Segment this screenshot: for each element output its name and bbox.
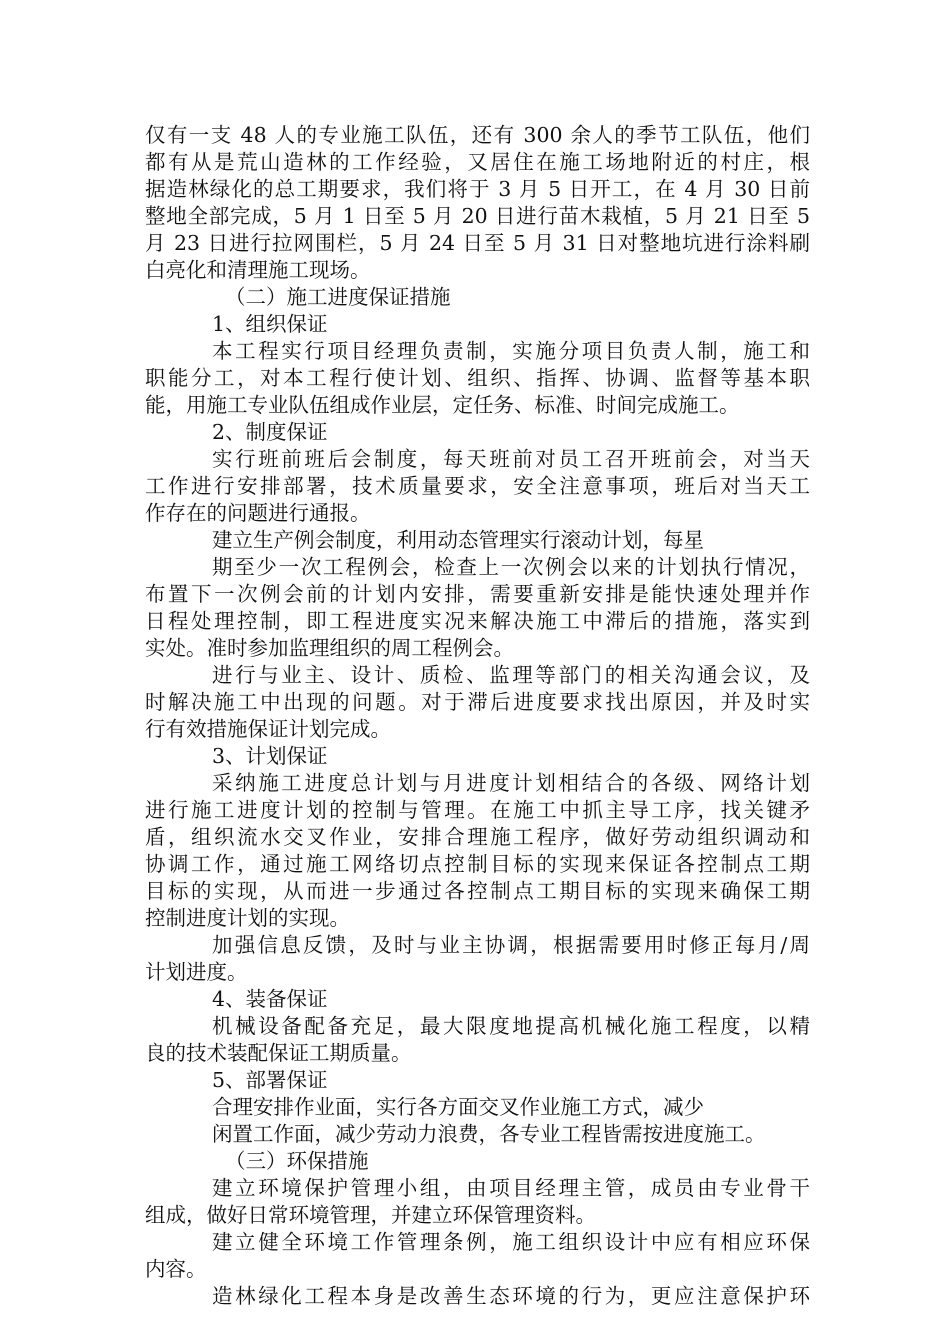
text-line: 整地全部完成，5 月 1 日至 5 月 20 日进行苗木栽植，5 月 21 日至 5 xyxy=(145,204,810,228)
text-line: 控制进度计划的实现。 xyxy=(145,906,350,930)
text-line: 行有效措施保证计划完成。 xyxy=(145,717,391,741)
text-line: 造林绿化工程本身是改善生态环境的行为，更应注意保护环 xyxy=(212,1284,810,1308)
text-line: 实行班前班后会制度，每天班前对员工召开班前会，对当天 xyxy=(212,447,810,471)
text-line: 良的技术装配保证工期质量。 xyxy=(145,1041,412,1065)
text-line: 2、制度保证 xyxy=(212,420,328,444)
text-line: 白亮化和清理施工现场。 xyxy=(145,258,371,282)
text-line: 期至少一次工程例会，检查上一次例会以来的计划执行情况， xyxy=(212,555,810,579)
text-line: 作存在的问题进行通报。 xyxy=(145,501,371,525)
text-line: 实处。准时参加监理组织的周工程例会。 xyxy=(145,636,514,660)
text-line: 建立健全环境工作管理条例，施工组织设计中应有相应环保 xyxy=(212,1230,810,1254)
text-line: 能，用施工专业队伍组成作业层，定任务、标准、时间完成施工。 xyxy=(145,393,740,417)
text-line: （三）环保措施 xyxy=(225,1149,369,1173)
text-line: 布置下一次例会前的计划内安排，需要重新安排是能快速处理并作 xyxy=(145,582,810,606)
text-line: 3、计划保证 xyxy=(212,744,328,768)
text-line: （二）施工进度保证措施 xyxy=(225,285,451,309)
text-line: 据造林绿化的总工期要求，我们将于 3 月 5 日开工，在 4 月 30 日前 xyxy=(145,177,810,201)
text-line: 盾，组织流水交叉作业，安排合理施工程序，做好劳动组织调动和 xyxy=(145,825,810,849)
text-line: 建立环境保护管理小组，由项目经理主管，成员由专业骨干 xyxy=(212,1176,810,1200)
text-line: 进行施工进度计划的控制与管理。在施工中抓主导工序，找关键矛 xyxy=(145,798,810,822)
text-line: 1、组织保证 xyxy=(212,312,328,336)
text-line: 内容。 xyxy=(145,1257,207,1281)
text-line: 月 23 日进行拉网围栏，5 月 24 日至 5 月 31 日对整地坑进行涂料刷 xyxy=(145,231,810,255)
text-line: 日程处理控制，即工程进度实况来解决施工中滞后的措施，落实到 xyxy=(145,609,810,633)
text-line: 4、装备保证 xyxy=(212,987,328,1011)
text-line: 组成，做好日常环境管理，并建立环保管理资料。 xyxy=(145,1203,596,1227)
document-body xyxy=(145,122,810,1310)
text-line: 5、部署保证 xyxy=(212,1068,328,1092)
text-line: 目标的实现，从而进一步通过各控制点工期目标的实现来确保工期 xyxy=(145,879,810,903)
text-line: 进行与业主、设计、质检、监理等部门的相关沟通会议，及 xyxy=(212,663,810,687)
text-line: 本工程实行项目经理负责制，实施分项目负责人制，施工和 xyxy=(212,339,810,363)
text-line: 机械设备配备充足，最大限度地提高机械化施工程度，以精 xyxy=(212,1014,810,1038)
text-line: 采纳施工进度总计划与月进度计划相结合的各级、网络计划 xyxy=(212,771,810,795)
text-line: 工作进行安排部署，技术质量要求，安全注意事项，班后对当天工 xyxy=(145,474,810,498)
text-line: 闲置工作面，减少劳动力浪费，各专业工程皆需按进度施工。 xyxy=(212,1122,766,1146)
text-line: 加强信息反馈，及时与业主协调，根据需要用时修正每月/周 xyxy=(212,933,810,957)
text-line: 仅有一支 48 人的专业施工队伍，还有 300 余人的季节工队伍，他们 xyxy=(145,123,810,147)
text-line: 合理安排作业面，实行各方面交叉作业施工方式，减少 xyxy=(212,1095,704,1119)
text-line: 时解决施工中出现的问题。对于滞后进度要求找出原因，并及时实 xyxy=(145,690,810,714)
text-line: 协调工作，通过施工网络切点控制目标的实现来保证各控制点工期 xyxy=(145,852,810,876)
text-line: 都有从是荒山造林的工作经验，又居住在施工场地附近的村庄，根 xyxy=(145,150,810,174)
text-line: 建立生产例会制度，利用动态管理实行滚动计划，每星 xyxy=(212,528,704,552)
text-line: 职能分工，对本工程行使计划、组织、指挥、协调、监督等基本职 xyxy=(145,366,810,390)
text-line: 计划进度。 xyxy=(145,960,248,984)
